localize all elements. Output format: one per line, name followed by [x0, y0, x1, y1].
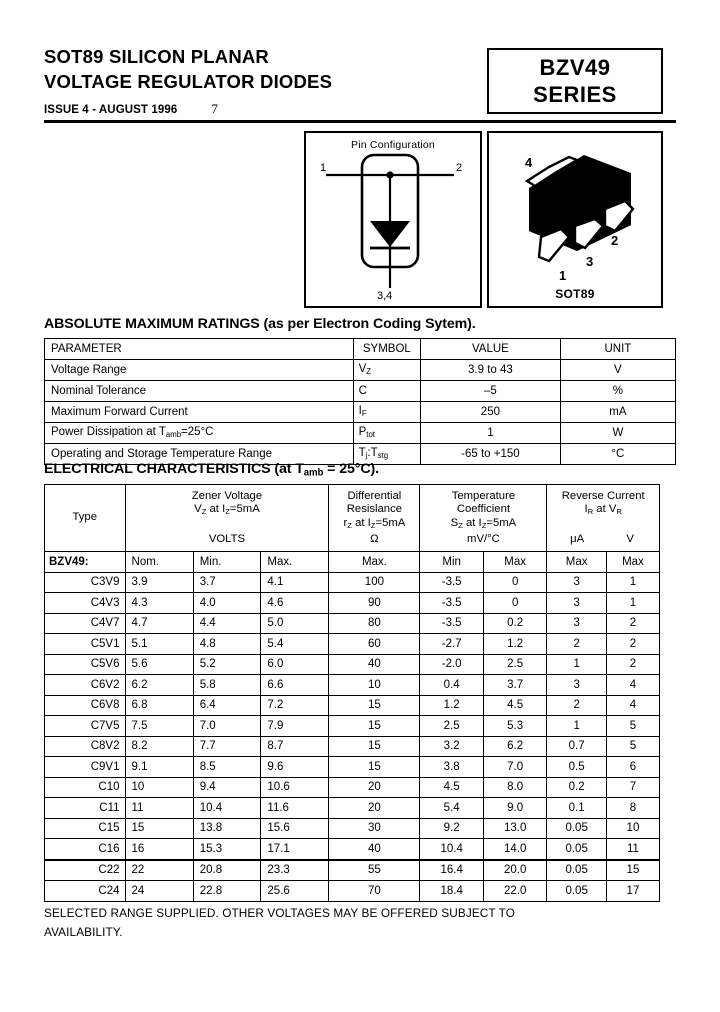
group-ir-unit-ua: μA: [570, 532, 585, 545]
package-pin-label-1: 1: [559, 268, 567, 283]
group-sz-l3-post: =5mA: [486, 516, 517, 529]
cell-sz-max: 9.0: [483, 798, 546, 819]
cell-max: 6.6: [261, 675, 329, 696]
page-number: 7: [211, 101, 218, 116]
cell-ir: 3: [547, 613, 606, 634]
cell-type: C6V2: [45, 675, 126, 696]
cell-vr: 4: [606, 675, 659, 696]
cell-sz-min: 0.4: [420, 675, 483, 696]
value-max-forward-current: 250: [421, 402, 561, 423]
cell-min: 13.8: [193, 818, 261, 839]
value-power-dissipation: 1: [421, 423, 561, 444]
cell-rz: 55: [329, 860, 420, 881]
param-power-dissipation-pre: Power Dissipation at T: [51, 426, 166, 439]
cell-max: 17.1: [261, 839, 329, 860]
cell-max: 10.6: [261, 777, 329, 798]
symbol-tj-tstg: $T_j:T_{stg}$: [353, 444, 420, 465]
group-sz-l1: Temperature: [451, 489, 516, 502]
cell-ir: 3: [547, 675, 606, 696]
cell-sz-max: 5.3: [483, 716, 546, 737]
cell-sz-max: 4.5: [483, 695, 546, 716]
group-sz-l3-sub2: Z: [481, 521, 487, 531]
subheader-sz-max: Max: [483, 552, 546, 573]
value-temperature-range: -65 to +150: [421, 444, 561, 465]
value-nominal-tolerance: –5: [421, 381, 561, 402]
cell-vr: 7: [606, 777, 659, 798]
cell-rz: 60: [329, 634, 420, 655]
cell-min: 5.2: [193, 654, 261, 675]
cell-nom: 5.1: [125, 634, 193, 655]
cell-sz-min: 5.4: [420, 798, 483, 819]
param-power-dissipation: [45, 423, 354, 444]
cell-sz-max: 0: [483, 572, 546, 593]
unit-temperature-range: °C: [560, 444, 675, 465]
footer-line1: SELECTED RANGE SUPPLIED. OTHER VOLTAGES MAY BE OFFERED SUBJECT TO: [44, 906, 516, 920]
cell-ir: 1: [547, 716, 606, 737]
col-unit: UNIT: [560, 339, 675, 360]
cell-sz-max: 22.0: [483, 881, 546, 902]
table-row: [45, 881, 660, 902]
cell-rz: 70: [329, 881, 420, 902]
cell-nom: 9.1: [125, 757, 193, 778]
symbol-if: $I_F$: [353, 402, 420, 423]
cell-rz: 20: [329, 777, 420, 798]
table-header-row: [45, 339, 676, 360]
table-row: [45, 757, 660, 778]
cell-vr: 2: [606, 613, 659, 634]
cell-sz-min: 18.4: [420, 881, 483, 902]
cell-vr: 15: [606, 860, 659, 881]
cell-min: 4.8: [193, 634, 261, 655]
param-power-dissipation-post: =25°C: [181, 426, 214, 439]
cell-type: C9V1: [45, 757, 126, 778]
cell-max: 8.7: [261, 736, 329, 757]
group-zener-l2-pre: V: [194, 503, 202, 516]
cell-vr: 2: [606, 654, 659, 675]
table-row: [45, 860, 660, 881]
group-sz-l2: Coefficient: [456, 503, 510, 516]
cell-min: 20.8: [193, 860, 261, 881]
group-temp-coefficient: [420, 485, 547, 552]
cell-type: C5V1: [45, 634, 126, 655]
cell-vr: 1: [606, 593, 659, 614]
cell-min: 8.5: [193, 757, 261, 778]
elec-heading-sub: amb: [303, 467, 324, 479]
issue-text: ISSUE 4 - AUGUST 1996: [44, 104, 178, 116]
cell-min: 22.8: [193, 881, 261, 902]
group-rz-l3-post: =5mA: [375, 516, 406, 529]
elec-group-header-row: [45, 485, 660, 552]
cell-max: 4.6: [261, 593, 329, 614]
cell-max: 4.1: [261, 572, 329, 593]
group-rz-l1: Differential: [347, 489, 402, 502]
param-max-forward-current: Maximum Forward Current: [45, 402, 354, 423]
cell-nom: 4.7: [125, 613, 193, 634]
cell-max: 6.0: [261, 654, 329, 675]
cell-sz-max: 7.0: [483, 757, 546, 778]
table-row: [45, 777, 660, 798]
table-row: [45, 593, 660, 614]
param-power-dissipation-sub: amb: [165, 430, 182, 440]
cell-vr: 6: [606, 757, 659, 778]
cell-type: C10: [45, 777, 126, 798]
cell-min: 15.3: [193, 839, 261, 860]
cell-sz-min: 1.2: [420, 695, 483, 716]
group-zener-l2-sub2: Z: [225, 507, 230, 517]
cell-max: 7.9: [261, 716, 329, 737]
cell-ir: 3: [547, 593, 606, 614]
table-row: [45, 818, 660, 839]
cell-type: C7V5: [45, 716, 126, 737]
cell-nom: 5.6: [125, 654, 193, 675]
subheader-series: BZV49:: [45, 552, 126, 573]
cell-sz-min: 2.5: [420, 716, 483, 737]
cell-sz-max: 1.2: [483, 634, 546, 655]
subheader-max: Max.: [261, 552, 329, 573]
group-zener-l2-post: =5mA: [229, 503, 260, 516]
elec-heading-post: = 25°C).: [323, 461, 379, 477]
cell-max: 5.4: [261, 634, 329, 655]
cell-max: 9.6: [261, 757, 329, 778]
table-row: [45, 423, 676, 444]
cell-min: 5.8: [193, 675, 261, 696]
cell-sz-min: 3.2: [420, 736, 483, 757]
param-voltage-range: Voltage Range: [45, 360, 354, 381]
cell-sz-min: 3.8: [420, 757, 483, 778]
value-voltage-range: 3.9 to 43: [421, 360, 561, 381]
cell-vr: 8: [606, 798, 659, 819]
table-row: [45, 634, 660, 655]
cell-sz-max: 0.2: [483, 613, 546, 634]
group-zener-l2-mid: at I: [206, 503, 226, 516]
table-row: [45, 613, 660, 634]
group-sz-l3-sub: Z: [458, 521, 463, 531]
unit-voltage-range: V: [560, 360, 675, 381]
cell-type: C3V9: [45, 572, 126, 593]
unit-nominal-tolerance: %: [560, 381, 675, 402]
unit-max-forward-current: mA: [560, 402, 675, 423]
pin-configuration-caption: Pin Configuration: [351, 139, 435, 151]
cell-ir: 0.05: [547, 839, 606, 860]
cell-nom: 16: [125, 839, 193, 860]
package-pin-label-4: 4: [525, 155, 533, 170]
cell-vr: 1: [606, 572, 659, 593]
unit-power-dissipation: W: [560, 423, 675, 444]
package-pin-label-2: 2: [611, 233, 619, 248]
cell-sz-min: -2.7: [420, 634, 483, 655]
cell-sz-max: 20.0: [483, 860, 546, 881]
subheader-ir-max: Max: [547, 552, 606, 573]
group-rz-l3-mid: at I: [351, 516, 371, 529]
cell-type: C5V6: [45, 654, 126, 675]
group-zener-units: VOLTS: [208, 532, 246, 545]
cell-sz-max: 8.0: [483, 777, 546, 798]
group-sz-l3-mid: at I: [462, 516, 482, 529]
cell-rz: 100: [329, 572, 420, 593]
group-reverse-current: [547, 485, 660, 552]
cell-ir: 3: [547, 572, 606, 593]
table-row: [45, 716, 660, 737]
group-zener-l1: Zener Voltage: [191, 489, 263, 502]
cell-ir: 1: [547, 654, 606, 675]
cell-sz-min: 4.5: [420, 777, 483, 798]
cell-nom: 7.5: [125, 716, 193, 737]
group-rz-l3-sub: Z: [347, 521, 352, 531]
subheader-sz-min: Min: [420, 552, 483, 573]
abs-max-table: [44, 338, 676, 465]
table-row: [45, 572, 660, 593]
cell-sz-min: 10.4: [420, 839, 483, 860]
cell-vr: 10: [606, 818, 659, 839]
table-row: [45, 736, 660, 757]
footer-note: [44, 904, 664, 942]
cell-min: 7.7: [193, 736, 261, 757]
cell-sz-min: 16.4: [420, 860, 483, 881]
group-sz-unit: mV/°C: [467, 532, 500, 545]
footer-line2: AVAILABILITY.: [44, 925, 123, 939]
cell-ir: 2: [547, 634, 606, 655]
group-diff-resistance: [329, 485, 420, 552]
cell-max: 25.6: [261, 881, 329, 902]
subheader-rz-max: Max.: [329, 552, 420, 573]
table-row: [45, 360, 676, 381]
group-ir-l2-sub: R: [587, 507, 594, 517]
cell-min: 7.0: [193, 716, 261, 737]
cell-sz-min: -2.0: [420, 654, 483, 675]
cell-min: 9.4: [193, 777, 261, 798]
cell-nom: 24: [125, 881, 193, 902]
group-ir-l2-pre: I: [584, 503, 588, 516]
cell-rz: 20: [329, 798, 420, 819]
table-row: [45, 798, 660, 819]
elec-subheader-row: [45, 552, 660, 573]
cell-max: 7.2: [261, 695, 329, 716]
cell-min: 4.0: [193, 593, 261, 614]
cell-nom: 15: [125, 818, 193, 839]
cell-rz: 10: [329, 675, 420, 696]
group-ir-l2-mid: at V: [593, 503, 617, 516]
col-parameter: PARAMETER: [45, 339, 354, 360]
series-label: SERIES: [533, 82, 617, 107]
sot89-package-drawing: [489, 133, 657, 302]
cell-sz-min: -3.5: [420, 572, 483, 593]
cell-sz-max: 2.5: [483, 654, 546, 675]
cell-nom: 22: [125, 860, 193, 881]
cell-nom: 10: [125, 777, 193, 798]
page-title-line2: VOLTAGE REGULATOR DIODES: [44, 71, 333, 92]
cell-ir: 0.05: [547, 860, 606, 881]
col-value: VALUE: [421, 339, 561, 360]
cell-sz-max: 13.0: [483, 818, 546, 839]
cell-vr: 5: [606, 716, 659, 737]
cell-rz: 40: [329, 839, 420, 860]
cell-min: 6.4: [193, 695, 261, 716]
page-title-line1: SOT89 SILICON PLANAR: [44, 46, 269, 67]
series-name: BZV49: [539, 55, 611, 80]
cell-vr: 4: [606, 695, 659, 716]
cell-rz: 15: [329, 716, 420, 737]
cell-rz: 40: [329, 654, 420, 675]
group-ir-l1: Reverse Current: [561, 489, 645, 502]
subheader-vr-max: Max: [606, 552, 659, 573]
cell-nom: 3.9: [125, 572, 193, 593]
table-row: [45, 402, 676, 423]
param-nominal-tolerance: Nominal Tolerance: [45, 381, 354, 402]
cell-nom: 8.2: [125, 736, 193, 757]
cell-ir: 0.2: [547, 777, 606, 798]
cell-ir: 2: [547, 695, 606, 716]
package-caption: SOT89: [555, 287, 595, 301]
cell-type: C15: [45, 818, 126, 839]
cell-nom: 6.2: [125, 675, 193, 696]
cell-type: C6V8: [45, 695, 126, 716]
package-pin-label-3: 3: [586, 254, 594, 269]
cell-max: 5.0: [261, 613, 329, 634]
cell-ir: 0.1: [547, 798, 606, 819]
cell-rz: 80: [329, 613, 420, 634]
group-ir-l2-sub2: R: [616, 507, 622, 517]
package-figure: [487, 131, 663, 308]
cell-type: C24: [45, 881, 126, 902]
cell-type: C11: [45, 798, 126, 819]
cell-rz: 15: [329, 736, 420, 757]
cell-min: 10.4: [193, 798, 261, 819]
cell-type: C8V2: [45, 736, 126, 757]
cell-type: C22: [45, 860, 126, 881]
cell-nom: 6.8: [125, 695, 193, 716]
cell-ir: 0.7: [547, 736, 606, 757]
symbol-ptot: $P_{tot}$: [353, 423, 420, 444]
pin-configuration-figure: [304, 131, 482, 308]
cell-sz-max: 3.7: [483, 675, 546, 696]
cell-sz-min: 9.2: [420, 818, 483, 839]
subheader-nom: Nom.: [125, 552, 193, 573]
table-row: [45, 675, 660, 696]
cell-ir: 0.5: [547, 757, 606, 778]
pin-label-34: 3,4: [377, 290, 393, 302]
header-rule: [44, 120, 676, 123]
group-zener-voltage: [125, 485, 329, 552]
group-zener-l2-sub: Z: [201, 507, 207, 517]
cell-sz-min: -3.5: [420, 593, 483, 614]
cell-min: 4.4: [193, 613, 261, 634]
cell-vr: 5: [606, 736, 659, 757]
cell-sz-max: 14.0: [483, 839, 546, 860]
elec-heading: [44, 461, 379, 479]
symbol-c: C: [353, 381, 420, 402]
cell-max: 15.6: [261, 818, 329, 839]
cell-rz: 90: [329, 593, 420, 614]
group-rz-l2: Resislance: [346, 503, 403, 516]
symbol-vz: $V_Z$: [353, 360, 420, 381]
cell-sz-max: 0: [483, 593, 546, 614]
pin-label-1: 1: [320, 162, 327, 174]
elec-char-table: [44, 484, 660, 902]
table-row: [45, 381, 676, 402]
group-rz-l3-pre: r: [343, 516, 348, 529]
cell-max: 23.3: [261, 860, 329, 881]
cell-max: 11.6: [261, 798, 329, 819]
cell-rz: 15: [329, 757, 420, 778]
table-row: [45, 839, 660, 860]
cell-rz: 15: [329, 695, 420, 716]
cell-vr: 2: [606, 634, 659, 655]
group-type: Type: [45, 485, 126, 552]
pin-label-2: 2: [456, 162, 463, 174]
cell-rz: 30: [329, 818, 420, 839]
cell-ir: 0.05: [547, 818, 606, 839]
cell-ir: 0.05: [547, 881, 606, 902]
cell-sz-max: 6.2: [483, 736, 546, 757]
abs-max-heading: ABSOLUTE MAXIMUM RATINGS (as per Electron Coding Sytem).: [44, 316, 476, 332]
group-ir-unit-v: V: [626, 532, 634, 545]
cell-type: C4V3: [45, 593, 126, 614]
group-sz-l3-pre: S: [450, 516, 459, 529]
subheader-min: Min.: [193, 552, 261, 573]
cell-sz-min: -3.5: [420, 613, 483, 634]
cell-vr: 11: [606, 839, 659, 860]
series-title-box: [487, 48, 663, 114]
cell-type: C16: [45, 839, 126, 860]
cell-nom: 4.3: [125, 593, 193, 614]
param-temperature-range: Operating and Storage Temperature Range: [45, 444, 354, 465]
pin-configuration-diagram: [306, 133, 476, 302]
table-row: [45, 654, 660, 675]
group-rz-unit: Ω: [370, 532, 379, 545]
cell-type: C4V7: [45, 613, 126, 634]
table-row: [45, 695, 660, 716]
cell-min: 3.7: [193, 572, 261, 593]
cell-nom: 11: [125, 798, 193, 819]
col-symbol: SYMBOL: [353, 339, 420, 360]
elec-heading-pre: ELECTRICAL CHARACTERISTICS (at T: [44, 461, 304, 477]
group-rz-l3-sub2: Z: [370, 521, 376, 531]
cell-vr: 17: [606, 881, 659, 902]
